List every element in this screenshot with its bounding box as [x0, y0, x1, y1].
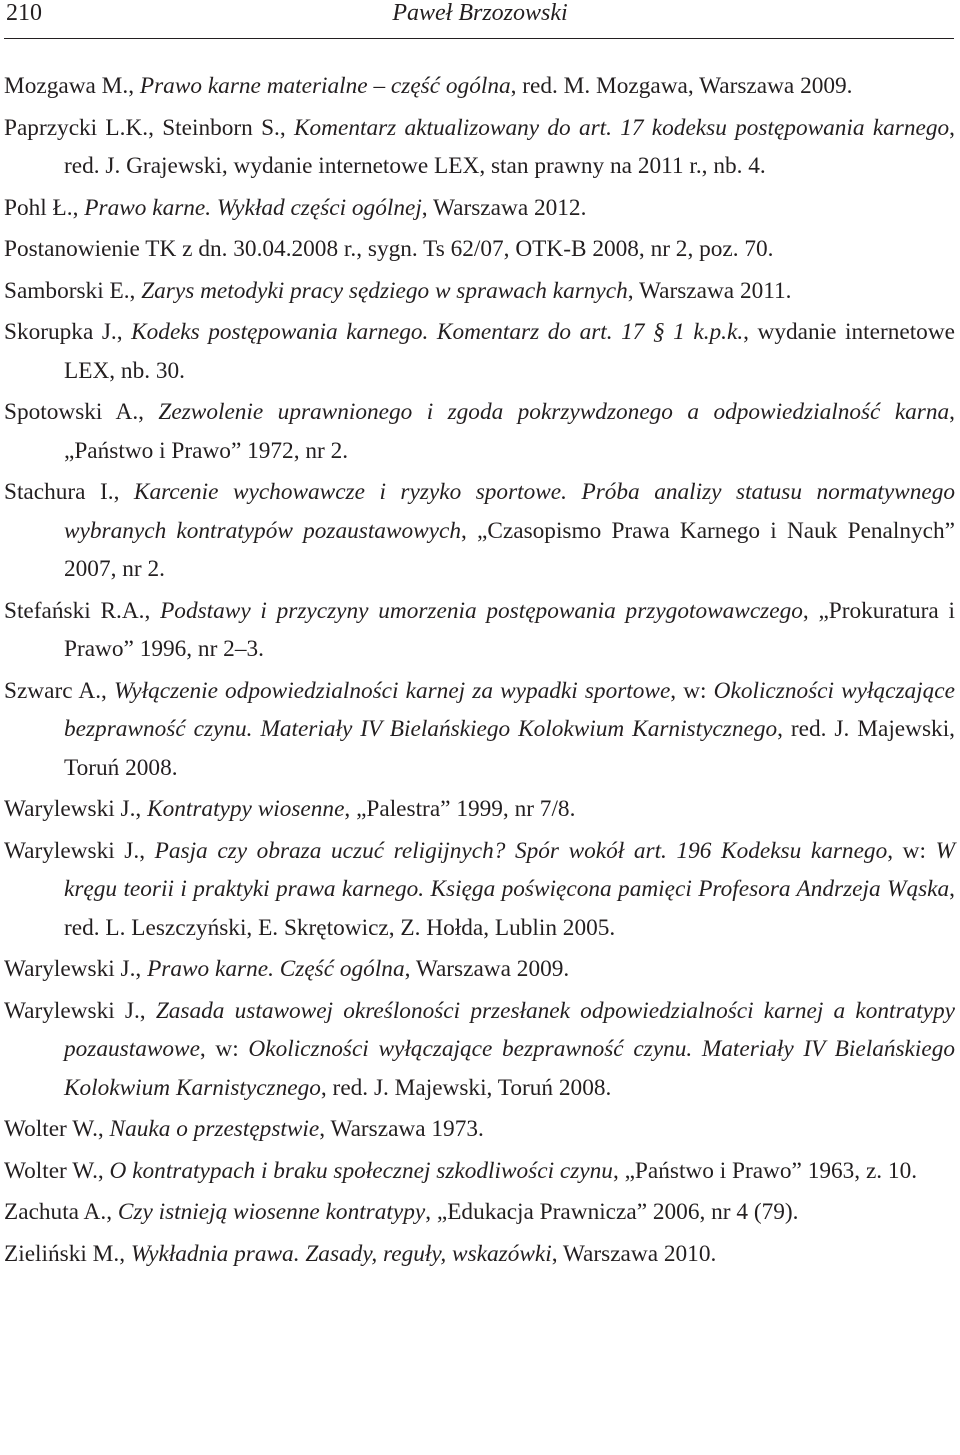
page-number: 210 — [6, 0, 42, 26]
entry-text: , „Prokuratura i Prawo” 1996, nr 2–3. — [64, 597, 955, 662]
entry-text: Warylewski J., — [4, 956, 148, 982]
entry-text: Warylewski J., — [4, 796, 148, 822]
entry-text: Paprzycki L.K., Steinborn S., — [4, 114, 294, 141]
entry-title-text: Pasja czy obraza uczuć religijnych? Spór wokół art. 196 Kodeksu karnego — [154, 837, 888, 864]
entry-text: Stachura I., — [4, 479, 134, 505]
entry-text: , red. J. Grajewski, wydanie internetowe LEX, stan prawny na 2011 r., nb. 4. — [64, 114, 955, 179]
bibliography-entry — [4, 109, 955, 186]
bibliography-entry — [4, 1110, 955, 1149]
entry-text: Zachuta A., — [4, 1199, 118, 1225]
entry-text: Warylewski J., — [4, 837, 155, 864]
running-title: Paweł Brzozowski — [392, 0, 568, 26]
entry-title-text: Czy istnieją wiosenne kontratypy — [117, 1199, 426, 1225]
entry-text: , „Czasopismo Prawa Karnego i Nauk Penalnych” 2007, nr 2. — [64, 517, 955, 582]
entry-text: , Warszawa 2009. — [404, 956, 570, 982]
bibliography-entry — [4, 592, 955, 669]
entry-title-text: Wyłączenie odpowiedzialności karnej za wypadki sportowe — [114, 677, 671, 704]
entry-text: , red. L. Leszczyński, E. Skrętowicz, Z. Hołda, Lublin 2005. — [64, 876, 955, 941]
entry-title-text: Komentarz aktualizowany do art. 17 kodeksu postępowania karnego — [293, 114, 950, 141]
entry-text: , wydanie internetowe LEX, nb. 30. — [64, 319, 955, 384]
entry-text: Wolter W., — [4, 1116, 110, 1142]
entry-text: Mozgawa M., — [4, 73, 140, 99]
entry-text: , red. J. Majewski, Toruń 2008. — [64, 716, 955, 781]
entry-title-text: Zarys metodyki pracy sędziego w sprawach karnych — [141, 277, 628, 304]
entry-title-text: Zasada ustawowej określoności przesłanek odpowiedzialności karnej a kontratypy pozaustawowe — [64, 997, 956, 1062]
entry-title-text: Wykładnia prawa. Zasady, reguły, wskazówki — [130, 1240, 552, 1267]
bibliography-entry — [4, 1152, 955, 1191]
bibliography-entry — [4, 473, 955, 589]
bibliography-entry — [4, 672, 955, 788]
entry-text: , w: — [887, 837, 936, 864]
entry-text: , red. J. Majewski, Toruń 2008. — [320, 1074, 612, 1101]
page-header — [0, 0, 960, 38]
entry-text: Stefański R.A., — [4, 597, 161, 624]
bibliography-entry — [4, 790, 955, 829]
bibliography-entry — [4, 272, 955, 311]
entry-title-text: W kręgu teorii i praktyki prawa karnego. Księga poświęcona pamięci Profesora Andrzeja Wąska — [64, 837, 955, 902]
entry-text: Zieliński M., — [4, 1240, 131, 1267]
entry-text: , w: — [670, 677, 714, 704]
entry-title-text: Prawo karne materialne – część ogólna — [139, 73, 511, 99]
entry-text: Spotowski A., — [4, 399, 159, 425]
bibliography-entry — [4, 393, 955, 470]
entry-text: , „Edukacja Prawnicza” 2006, nr 4 (79). — [425, 1199, 799, 1225]
entry-text: Szwarc A., — [4, 677, 114, 704]
bibliography-entry — [4, 313, 955, 390]
bibliography-list — [4, 67, 955, 1276]
bibliography-entry — [4, 230, 955, 269]
header-rule — [4, 38, 954, 39]
entry-text: , Warszawa 2010. — [551, 1240, 717, 1267]
entry-title-text: Prawo karne. Wykład części ogólnej — [84, 194, 422, 221]
entry-text: , Warszawa 1973. — [319, 1116, 484, 1142]
entry-text: Samborski E., — [4, 277, 142, 304]
bibliography-entry — [4, 67, 955, 106]
entry-text: Wolter W., — [4, 1157, 110, 1184]
entry-text: , „Państwo i Prawo” 1963, z. 10. — [612, 1157, 918, 1184]
entry-text: , „Palestra” 1999, nr 7/8. — [344, 796, 576, 822]
entry-title-text: Zezwolenie uprawnionego i zgoda pokrzywdzonego a odpowiedzialność karna — [158, 399, 950, 425]
entry-text: , Warszawa 2011. — [627, 277, 792, 304]
entry-text: Skorupka J., — [4, 319, 132, 345]
bibliography-entry — [4, 992, 955, 1108]
bibliography-entry — [4, 1193, 955, 1232]
entry-title-text: Podstawy i przyczyny umorzenia postępowania przygotowawczego — [160, 597, 803, 624]
entry-text: , red. M. Mozgawa, Warszawa 2009. — [510, 73, 853, 99]
entry-text: Pohl Ł., — [4, 194, 85, 221]
entry-text: , w: — [199, 1036, 249, 1062]
entry-title-text: Okoliczności wyłączające bezprawność czynu. Materiały IV Bielańskiego Kolokwium Karnistycznego — [64, 677, 955, 742]
entry-text: , Warszawa 2012. — [421, 194, 587, 221]
bibliography-entry — [4, 189, 955, 228]
entry-title-text: Kodeks postępowania karnego. Komentarz do art. 17 § 1 k.p.k. — [131, 319, 744, 345]
entry-text: Warylewski J., — [4, 997, 156, 1024]
entry-title-text: Prawo karne. Część ogólna — [147, 956, 405, 982]
entry-title-text: Karcenie wychowawcze i ryzyko sportowe. Próba analizy statusu normatywnego wybranych kontratypów pozaustawowych — [64, 479, 955, 544]
entry-title-text: Okoliczności wyłączające bezprawność czynu. Materiały IV Bielańskiego Kolokwium Karnistycznego — [64, 1036, 956, 1101]
entry-text: , „Państwo i Prawo” 1972, nr 2. — [64, 399, 955, 464]
entry-title-text: O kontratypach i braku społecznej szkodliwości czynu — [109, 1157, 613, 1184]
bibliography-entry — [4, 950, 955, 989]
bibliography-entry — [4, 832, 955, 948]
entry-text: Postanowienie TK z dn. 30.04.2008 r., sygn. Ts 62/07, OTK-B 2008, nr 2, poz. 70. — [4, 236, 774, 262]
entry-title-text: Kontratypy wiosenne — [147, 796, 345, 822]
bibliography-entry — [4, 1235, 955, 1274]
entry-title-text: Nauka o przestępstwie — [109, 1116, 320, 1142]
